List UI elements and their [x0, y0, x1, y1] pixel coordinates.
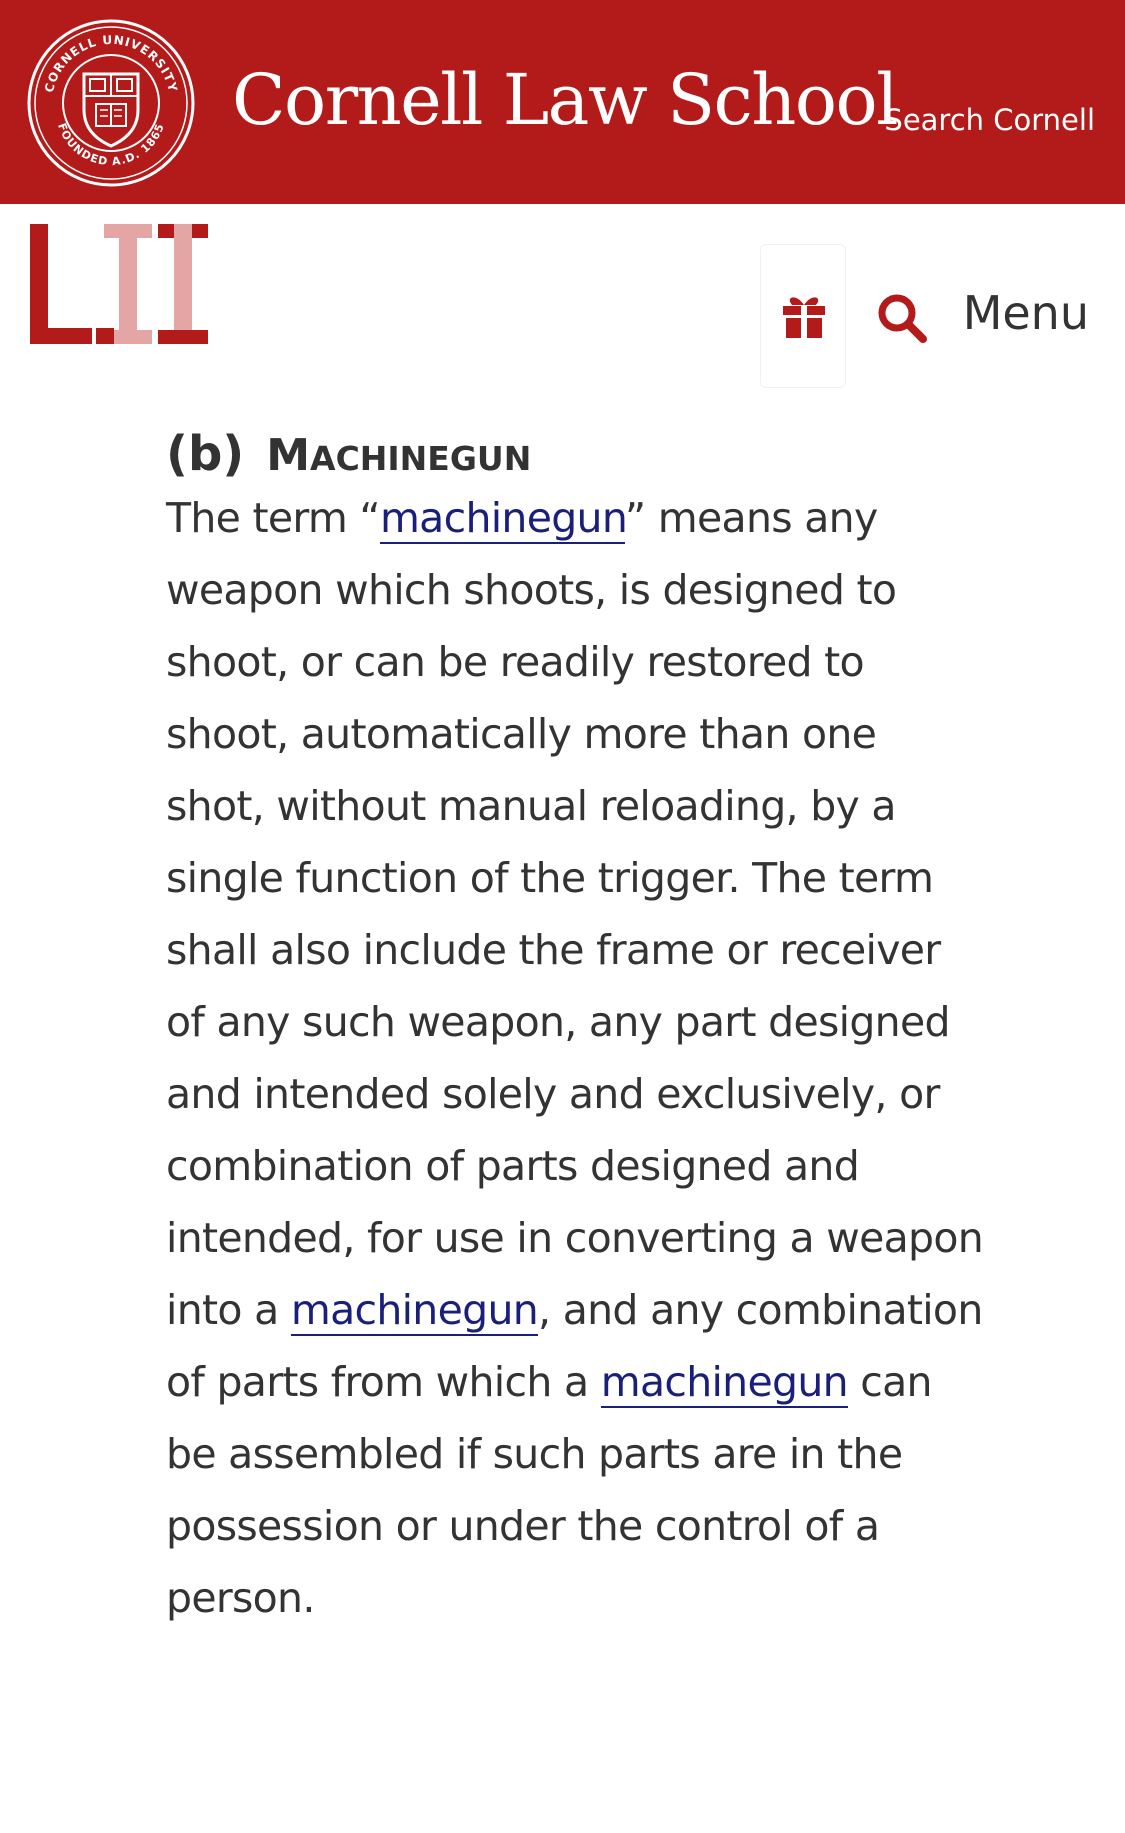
definition-text-part: can be assembled if such parts are in the possession or under the control of a person.: [166, 1358, 932, 1622]
term-first-letter: M: [266, 430, 311, 481]
definition-text-part: The term “: [166, 494, 380, 542]
subsection-number: (b): [166, 426, 245, 482]
main-content: [0, 404, 1125, 1833]
definition-paragraph: [166, 482, 986, 1634]
donate-gift-button[interactable]: [760, 244, 846, 388]
lii-logo[interactable]: [30, 224, 220, 344]
gift-icon: [781, 293, 827, 339]
cornell-seal-logo[interactable]: [26, 18, 196, 188]
definition-text-part: , and any combination of parts from which a: [166, 1286, 983, 1406]
menu-button[interactable]: Menu: [962, 286, 1089, 340]
definition-text-part: ” means any weapon which shoots, is designed to shoot, or can be readily restored to shoot, automatically more than one shot, without manual reloading, by a single function of the trigger. The term shall also include the frame or receiver of any such weapon, any part designed and intended solely and exclusively, or combination of parts designed and intended, for use in converting a weapon into a: [166, 494, 984, 1334]
search-icon[interactable]: [876, 292, 928, 344]
cornell-header: [0, 0, 1125, 204]
svg-text:CORNELL UNIVERSITY: CORNELL UNIVERSITY: [41, 32, 181, 94]
machinegun-definition-link[interactable]: machinegun: [379, 494, 625, 542]
school-title[interactable]: Cornell Law School: [232, 59, 898, 141]
machinegun-definition-link[interactable]: machinegun: [290, 1286, 539, 1334]
term-rest: ACHINEGUN: [310, 439, 532, 478]
machinegun-definition-link[interactable]: machinegun: [600, 1358, 848, 1406]
search-cornell-link[interactable]: Search Cornell: [884, 103, 1095, 137]
svg-text:FOUNDED A.D. 1865: FOUNDED A.D. 1865: [55, 121, 167, 169]
